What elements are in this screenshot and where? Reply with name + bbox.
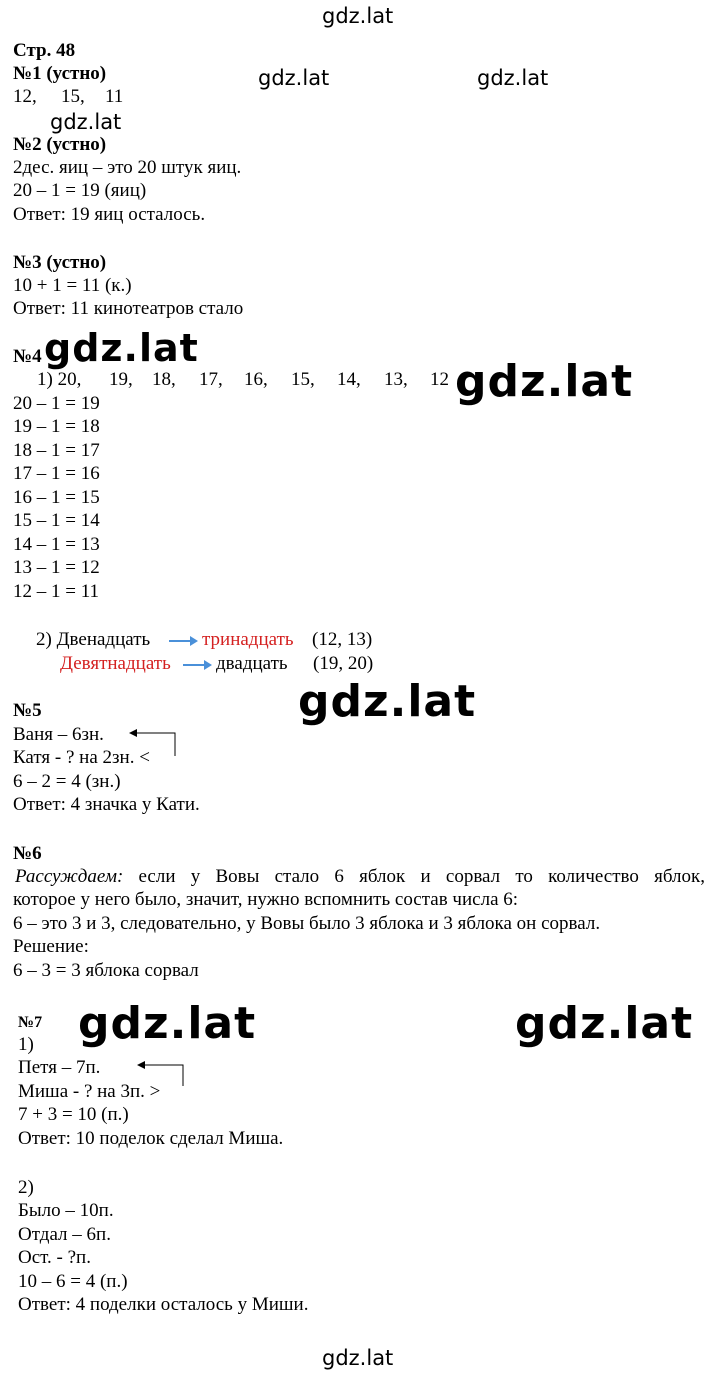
task3-title: №3 (устно) xyxy=(13,252,107,273)
task5-line: Ваня – 6зн. xyxy=(13,724,104,745)
task6-reasoning xyxy=(15,866,705,888)
task6-reason-text: если у Вовы стало 6 яблок и сорвал то количество яблок, xyxy=(138,866,705,887)
task2-title: №2 (устно) xyxy=(13,134,107,155)
task4-equation: 20 – 1 = 19 xyxy=(13,393,100,414)
watermark-large: gdz.lat xyxy=(515,998,694,1049)
task6-line: Решение: xyxy=(13,936,89,957)
task4-red-word: тринадцать xyxy=(202,629,294,650)
task4-title: №4 xyxy=(13,346,42,367)
task4-red-word: Девятнадцать xyxy=(60,653,171,674)
task4-equation: 14 – 1 = 13 xyxy=(13,534,100,555)
watermark-small: gdz.lat xyxy=(50,110,122,134)
page-label: Стр. 48 xyxy=(13,40,76,61)
task3-line: 10 + 1 = 11 (к.) xyxy=(13,275,132,296)
seq-item: 19, xyxy=(109,369,133,390)
task2-line: 20 – 1 = 19 (яиц) xyxy=(13,180,147,201)
task4-word: двадцать xyxy=(216,653,288,674)
seq-item: 16, xyxy=(244,369,268,390)
task4-equation: 19 – 1 = 18 xyxy=(13,416,100,437)
seq-item: 15, xyxy=(291,369,315,390)
task6-line: 6 – 3 = 3 яблока сорвал xyxy=(13,960,199,981)
task1-number: 15, xyxy=(61,86,85,107)
task4-pair: (19, 20) xyxy=(313,653,374,674)
watermark-large: gdz.lat xyxy=(44,326,199,370)
watermark-large: gdz.lat xyxy=(78,998,257,1049)
arrow-right-icon xyxy=(182,658,214,672)
task7-part1-label: 1) xyxy=(18,1034,34,1055)
task4-sequence xyxy=(0,369,460,391)
task1-title: №1 (устно) xyxy=(13,63,107,84)
task5-line: 6 – 2 = 4 (зн.) xyxy=(13,771,121,792)
task7-line: 10 – 6 = 4 (п.) xyxy=(18,1271,128,1292)
task2-line: 2дес. яиц – это 20 штук яиц. xyxy=(13,157,242,178)
task2-answer: Ответ: 19 яиц осталось. xyxy=(13,204,206,225)
watermark-top: gdz.lat xyxy=(322,4,394,28)
seq-item: 13, xyxy=(384,369,408,390)
arrow-right-icon xyxy=(168,634,200,648)
watermark-small: gdz.lat xyxy=(258,66,330,90)
task1-number: 11 xyxy=(105,86,124,107)
task4-equation: 13 – 1 = 12 xyxy=(13,557,100,578)
task6-title: №6 xyxy=(13,843,42,864)
task7-line: Ост. - ?п. xyxy=(18,1247,91,1268)
task7-answer: Ответ: 10 поделок сделал Миша. xyxy=(18,1128,284,1149)
task4-equation: 18 – 1 = 17 xyxy=(13,440,100,461)
task7-title: №7 xyxy=(18,1014,43,1031)
seq-item: 18, xyxy=(152,369,176,390)
task5-answer: Ответ: 4 значка у Кати. xyxy=(13,794,200,815)
watermark-small: gdz.lat xyxy=(477,66,549,90)
task4-pair: (12, 13) xyxy=(312,629,373,650)
task7-line: Петя – 7п. xyxy=(18,1057,101,1078)
task6-line: которое у него было, значит, нужно вспомнить состав числа 6: xyxy=(13,889,519,910)
seq-item: 12 xyxy=(430,369,449,390)
task4-equation: 16 – 1 = 15 xyxy=(13,487,100,508)
task7-line: Было – 10п. xyxy=(18,1200,114,1221)
task7-line: 7 + 3 = 10 (п.) xyxy=(18,1104,129,1125)
seq-item: 14, xyxy=(337,369,361,390)
task3-answer: Ответ: 11 кинотеатров стало xyxy=(13,298,244,319)
task7-part2-label: 2) xyxy=(18,1177,34,1198)
seq-item: 1) 20, xyxy=(37,369,82,390)
task4-part2-label: 2) Двенадцать xyxy=(36,629,151,650)
task4-equation: 15 – 1 = 14 xyxy=(13,510,100,531)
task5-title: №5 xyxy=(13,700,42,721)
task7-answer: Ответ: 4 поделки осталось у Миши. xyxy=(18,1294,309,1315)
watermark-bottom: gdz.lat xyxy=(322,1346,394,1370)
task4-equation: 17 – 1 = 16 xyxy=(13,463,100,484)
watermark-large: gdz.lat xyxy=(455,356,634,407)
task6-reason-label: Рассуждаем: xyxy=(15,866,124,887)
task5-line: Катя - ? на 2зн. < xyxy=(13,747,150,768)
task6-line: 6 – это 3 и 3, следовательно, у Вовы было 3 яблока и 3 яблока он сорвал. xyxy=(13,913,601,934)
task7-line: Отдал – 6п. xyxy=(18,1224,111,1245)
watermark-large: gdz.lat xyxy=(298,676,477,727)
task4-equation: 12 – 1 = 11 xyxy=(13,581,100,602)
seq-item: 17, xyxy=(199,369,223,390)
task7-line: Миша - ? на 3п. > xyxy=(18,1081,161,1102)
task1-number: 12, xyxy=(13,86,37,107)
